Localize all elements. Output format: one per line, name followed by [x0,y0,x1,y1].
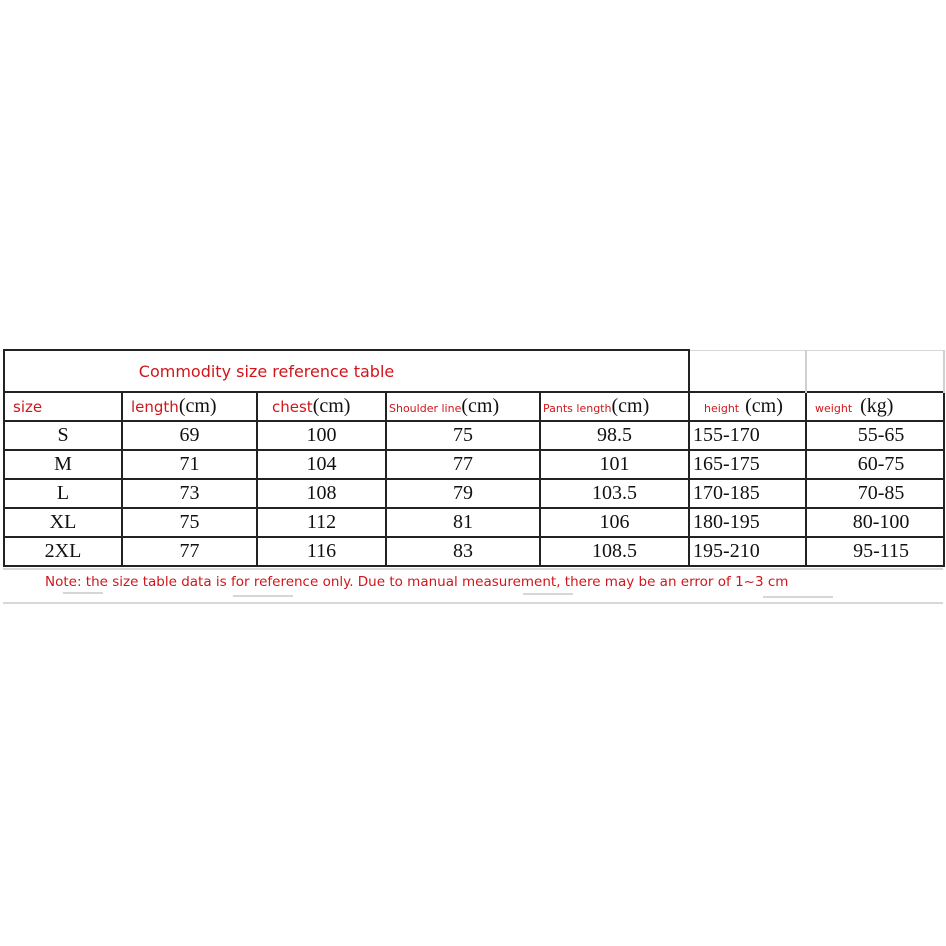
chest-cell: 112 [257,508,386,537]
pants-length-cell: 108.5 [540,537,689,566]
length-cell: 77 [122,537,257,566]
scan-speck [233,595,293,597]
height-cell: 155-170 [689,421,806,450]
shoulder-cell: 81 [386,508,540,537]
header-length [122,392,257,421]
table-row [4,421,944,450]
scan-speck [763,596,833,598]
shoulder-cell: 77 [386,450,540,479]
size-cell: M [4,450,122,479]
pants-length-cell: 106 [540,508,689,537]
size-chart [3,349,943,601]
header-label: size [13,398,43,416]
weight-cell: 80-100 [806,508,944,537]
header-label: length [131,398,179,416]
scan-speck [523,593,573,595]
table-row [4,479,944,508]
weight-cell: 70-85 [806,479,944,508]
size-cell: S [4,421,122,450]
note-band [3,568,943,604]
length-cell: 75 [122,508,257,537]
scan-speck [63,592,103,594]
size-note: Note: the size table data is for reference only. Due to manual measurement, there may be an error of 1~3 cm [45,574,789,590]
header-unit: (cm) [461,395,500,417]
height-cell: 165-175 [689,450,806,479]
header-unit: (cm) [611,395,650,417]
weight-cell: 60-75 [806,450,944,479]
chest-cell: 108 [257,479,386,508]
chest-cell: 116 [257,537,386,566]
shoulder-cell: 79 [386,479,540,508]
height-cell: 195-210 [689,537,806,566]
header-label: height [704,402,740,415]
length-cell: 69 [122,421,257,450]
header-unit: (kg) [860,395,894,417]
size-cell: 2XL [4,537,122,566]
header-label: Shoulder line [389,402,462,415]
header-shoulder-line [386,392,540,421]
pants-length-cell: 101 [540,450,689,479]
blank-header-cell [806,350,944,392]
header-label: weight [815,402,853,415]
pants-length-cell: 103.5 [540,479,689,508]
table-row [4,450,944,479]
size-cell: XL [4,508,122,537]
header-label: Pants length [543,402,612,415]
header-weight [806,392,944,421]
header-pants-length [540,392,689,421]
height-cell: 170-185 [689,479,806,508]
blank-header-cell [689,350,806,392]
size-reference-table [3,349,945,567]
weight-cell: 55-65 [806,421,944,450]
length-cell: 71 [122,450,257,479]
header-height [689,392,806,421]
header-row [4,392,944,421]
header-unit: (cm) [745,395,783,417]
table-row [4,537,944,566]
chest-cell: 100 [257,421,386,450]
size-cell: L [4,479,122,508]
header-unit: (cm) [178,395,217,417]
shoulder-cell: 83 [386,537,540,566]
height-cell: 180-195 [689,508,806,537]
title-row [4,350,944,392]
weight-cell: 95-115 [806,537,944,566]
table-title: Commodity size reference table [4,350,689,392]
header-chest [257,392,386,421]
pants-length-cell: 98.5 [540,421,689,450]
header-size [4,392,122,421]
length-cell: 73 [122,479,257,508]
chest-cell: 104 [257,450,386,479]
shoulder-cell: 75 [386,421,540,450]
table-row [4,508,944,537]
header-label: chest [272,398,313,416]
header-unit: (cm) [312,395,351,417]
